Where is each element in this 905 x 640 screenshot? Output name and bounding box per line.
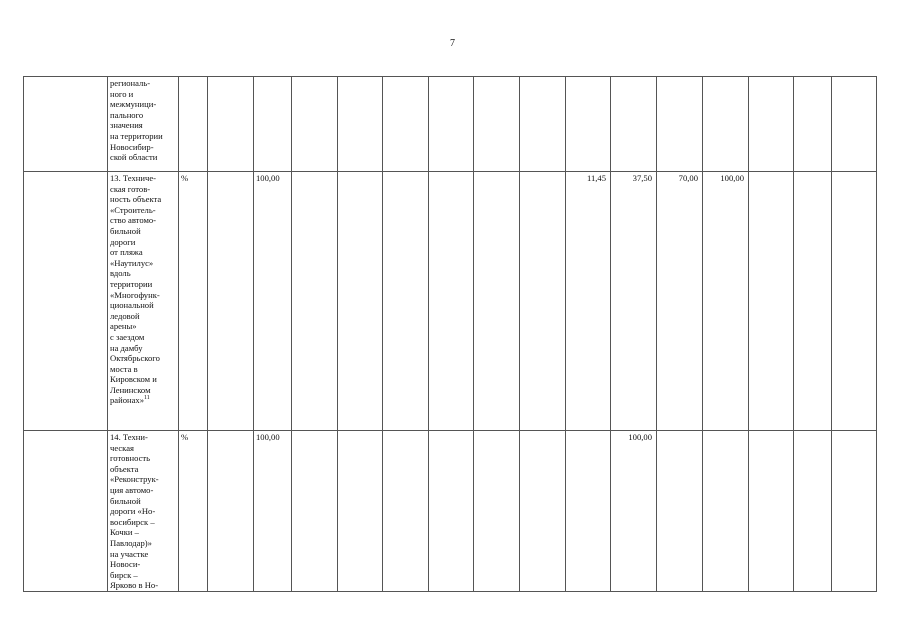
- unit-cell: %: [179, 431, 208, 592]
- unit-cell: %: [179, 172, 208, 431]
- indicator-name-line: Новосибир-: [110, 141, 154, 152]
- indicator-name-line: объекта: [110, 463, 139, 474]
- value-cell: [566, 431, 611, 592]
- indicator-name-line: циональной: [110, 300, 154, 311]
- value-cell: [338, 172, 383, 431]
- indicator-name-line: ного и: [110, 88, 134, 99]
- indicator-name-line: «Строитель-: [110, 204, 156, 215]
- indicator-name-line: на участке: [110, 548, 149, 559]
- value-cell: [520, 431, 566, 592]
- indicator-name-line: восибирск –: [110, 516, 155, 527]
- indicator-name-line: дороги «Но-: [110, 506, 156, 517]
- indicator-name-line: бирск –: [110, 569, 138, 580]
- unit-cell: [179, 77, 208, 172]
- indicator-name-line: межмуници-: [110, 99, 157, 110]
- value-cell: [520, 172, 566, 431]
- value-cell: [794, 431, 832, 592]
- indicator-name-line: ской области: [110, 152, 158, 163]
- value-cell: [794, 77, 832, 172]
- table-row: [24, 431, 877, 592]
- value-cell: [474, 431, 520, 592]
- indicator-name-cell: [108, 431, 179, 592]
- value-cell: [208, 431, 254, 592]
- indicator-name-line: Новоси-: [110, 559, 141, 570]
- value-cell: 100,00: [703, 172, 749, 431]
- value-cell: [749, 172, 794, 431]
- value-cell: 11,45: [566, 172, 611, 431]
- value-cell: [703, 77, 749, 172]
- indicator-name-cell: [108, 172, 179, 431]
- value-cell: [703, 431, 749, 592]
- table-row: [24, 172, 877, 431]
- value-cell: [657, 431, 703, 592]
- indicator-name-line: районах»$^{11}$: [110, 395, 150, 406]
- indicator-name-line: «Реконструк-: [110, 474, 159, 485]
- value-cell: [611, 77, 657, 172]
- empty-cell: [24, 77, 108, 172]
- indicator-name-line: территории: [110, 278, 153, 289]
- value-cell: [292, 431, 338, 592]
- page-number: 7: [450, 38, 455, 49]
- indicator-name-line: Кировском и: [110, 374, 157, 385]
- indicator-name-line: с заездом: [110, 331, 145, 342]
- value-cell: [474, 77, 520, 172]
- value-cell: [292, 77, 338, 172]
- value-cell: [657, 77, 703, 172]
- indicator-name-line: арены»: [110, 321, 137, 332]
- value-cell: [383, 431, 429, 592]
- value-cell: [338, 77, 383, 172]
- value-cell: 70,00: [657, 172, 703, 431]
- value-cell: [208, 172, 254, 431]
- indicator-name-line: Кочки –: [110, 527, 139, 538]
- indicator-name-line: Октябрьского: [110, 353, 160, 364]
- value-cell: [208, 77, 254, 172]
- indicator-name-line: вдоль: [110, 268, 131, 279]
- indicator-name-line: 13. Техниче-: [110, 173, 157, 183]
- value-cell: [429, 431, 474, 592]
- value-cell: [832, 172, 877, 431]
- value-cell: [832, 431, 877, 592]
- indicator-name-line: на дамбу: [110, 342, 143, 353]
- indicator-name-line: бильной: [110, 495, 141, 506]
- value-cell: [566, 77, 611, 172]
- value-cell: 100,00: [611, 431, 657, 592]
- value-cell: [749, 431, 794, 592]
- value-cell: [832, 77, 877, 172]
- value-cell: [383, 172, 429, 431]
- empty-cell: [24, 431, 108, 592]
- indicator-name-line: дороги: [110, 236, 136, 247]
- indicator-name-line: ство автомо-: [110, 215, 157, 226]
- indicator-name-line: ская готов-: [110, 183, 151, 194]
- value-cell: [429, 172, 474, 431]
- indicator-name-line: Павлодар)»: [110, 537, 152, 548]
- indicator-name-line: ледовой: [110, 310, 140, 321]
- indicator-name-line: Ярково в Но-: [110, 580, 159, 591]
- value-cell: [292, 172, 338, 431]
- indicator-name-line: на территории: [110, 130, 163, 141]
- footnote-marker: 11: [144, 395, 150, 402]
- value-cell: 37,50: [611, 172, 657, 431]
- indicator-name-line: Ленинском: [110, 384, 151, 395]
- value-cell: 100,00: [254, 172, 292, 431]
- value-cell: [254, 77, 292, 172]
- value-cell: [520, 77, 566, 172]
- indicator-name-line: ческая: [110, 442, 134, 453]
- indicator-name-line: значения: [110, 120, 143, 131]
- value-cell: [749, 77, 794, 172]
- value-cell: [794, 172, 832, 431]
- indicator-name-line: моста в: [110, 363, 138, 374]
- indicator-name-line: «Наутилус»: [110, 257, 154, 268]
- value-cell: [474, 172, 520, 431]
- value-cell: 100,00: [254, 431, 292, 592]
- indicator-name-cell: [108, 77, 179, 172]
- indicator-name-line: 14. Техни-: [110, 432, 148, 442]
- indicator-name-line: бильной: [110, 225, 141, 236]
- indicator-name-line: региональ-: [110, 78, 151, 88]
- table-row: [24, 77, 877, 172]
- value-cell: [338, 431, 383, 592]
- value-cell: [383, 77, 429, 172]
- indicator-name-line: пального: [110, 109, 144, 120]
- empty-cell: [24, 172, 108, 431]
- indicator-name-line: готовность: [110, 453, 151, 464]
- indicator-name-line: «Многофунк-: [110, 289, 160, 300]
- indicator-table: [23, 76, 877, 592]
- indicator-name-line: ция автомо-: [110, 484, 154, 495]
- value-cell: [429, 77, 474, 172]
- indicator-name-line: ность объекта: [110, 194, 162, 205]
- indicator-name-line: от пляжа: [110, 247, 143, 258]
